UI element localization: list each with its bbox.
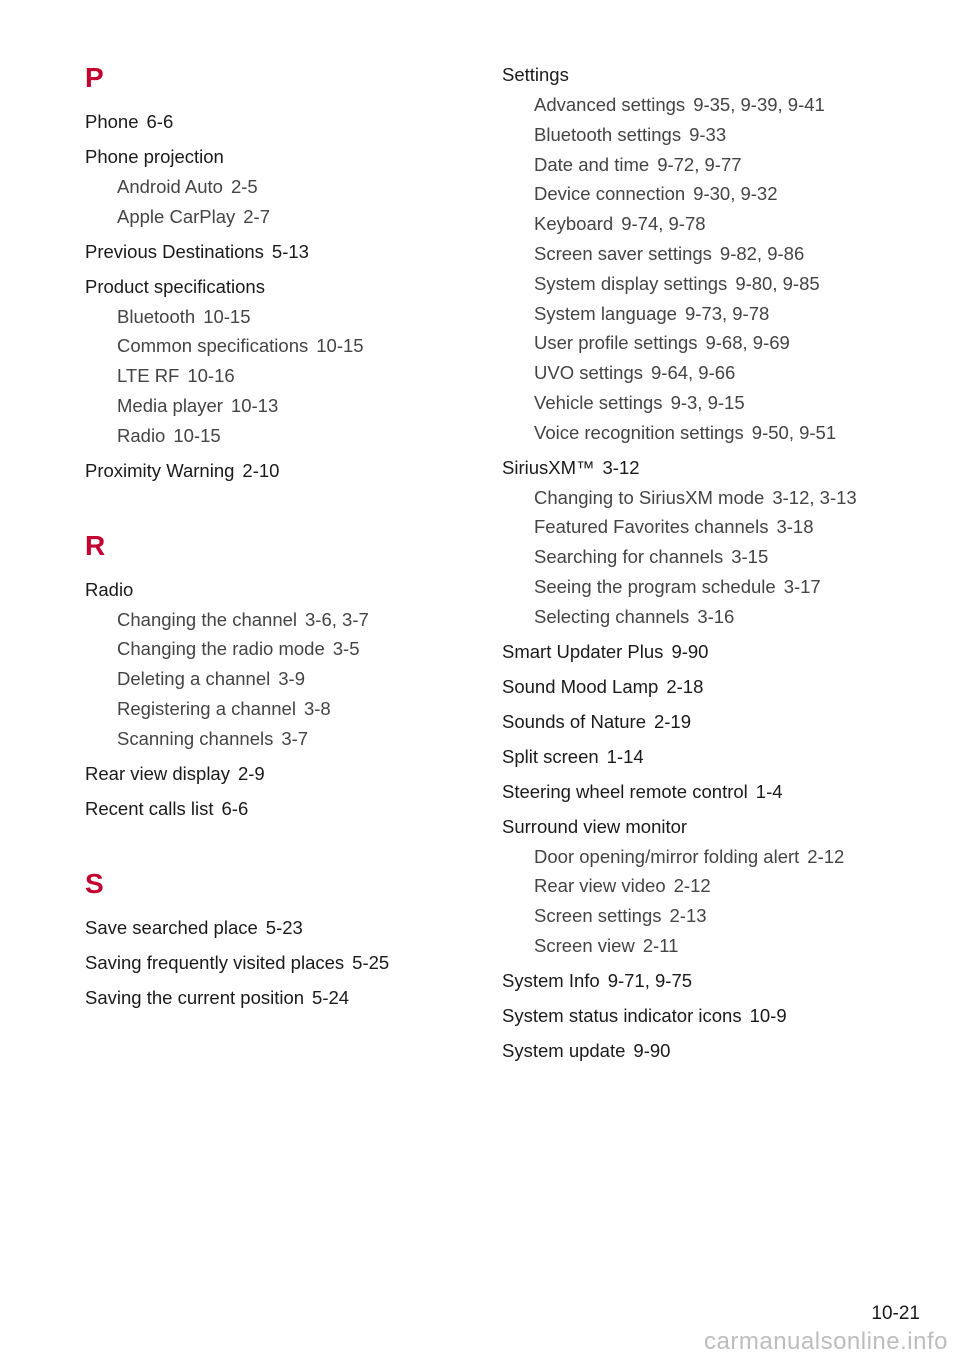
subterm-label: Changing the radio mode [117,638,325,660]
index-entry [85,272,465,451]
index-subterm [502,388,942,418]
term-label: Recent calls list [85,797,214,819]
page-ref: 9-3, 9-15 [670,391,745,413]
page-ref: 9-71, 9-75 [607,969,693,991]
index-term [85,983,465,1013]
index-term [85,272,465,302]
page-ref: 9-68, 9-69 [705,332,790,354]
subterm-label: Registering a channel [117,697,296,719]
index-subterm [502,931,942,961]
index-entry [85,948,465,978]
subterm-label: UVO settings [534,362,643,384]
term-label: Phone projection [85,146,224,167]
index-subterm [502,842,942,872]
index-term [502,707,942,737]
index-subterm [502,150,942,180]
index-subterm [85,302,465,332]
page-ref: 9-73, 9-78 [684,302,770,324]
index-term [85,913,465,943]
index-subterm [85,202,465,232]
page-ref: 9-80, 9-85 [735,272,820,294]
term-label: Phone [85,111,139,132]
index-subterm [502,901,942,931]
index-term [502,60,942,90]
page-ref: 9-82, 9-86 [719,242,805,264]
term-label: System Info [502,969,600,991]
index-entry [85,237,465,267]
index-entry [85,575,465,754]
subterm-label: LTE RF [117,365,180,387]
index-entry [502,777,942,807]
index-term [85,456,465,486]
subterm-label: Screen settings [534,905,662,927]
page-ref: 3-8 [303,697,331,719]
page-ref: 9-35, 9-39, 9-41 [693,94,825,115]
index-term [502,1036,942,1066]
page-ref: 9-90 [633,1039,671,1061]
page-ref: 10-13 [230,394,279,416]
page-ref: 3-18 [776,516,814,538]
subterm-label: Media player [117,394,223,416]
subterm-label: System display settings [534,272,728,294]
page-ref: 3-12, 3-13 [772,486,857,508]
index-subterm [502,90,942,120]
subterm-label: Apple CarPlay [117,205,236,227]
term-label: Rear view display [85,762,230,784]
term-label: Sound Mood Lamp [502,675,659,697]
index-column-right [502,60,942,1071]
page-ref: 2-11 [642,934,679,956]
index-subterm [502,512,942,542]
page-ref: 1-14 [606,745,644,767]
term-label: Product specifications [85,275,265,297]
index-term [502,812,942,842]
index-subterm [85,331,465,361]
index-entry [502,637,942,667]
page-ref: 9-72, 9-77 [657,153,742,175]
page-ref: 2-5 [230,176,258,197]
index-entry [85,759,465,789]
subterm-label: Deleting a channel [117,668,271,690]
section-letter: P [85,62,104,93]
index-entry [502,707,942,737]
index-entry [502,742,942,772]
page-ref: 6-6 [221,797,249,819]
index-entry [85,794,465,824]
index-entry [502,1036,942,1066]
index-entry [502,60,942,448]
index-entry [502,672,942,702]
index-term [502,1001,942,1031]
index-section [85,864,465,1013]
subterm-label: Bluetooth [117,305,196,327]
subterm-label: Changing the channel [117,608,298,630]
term-label: Settings [502,64,569,85]
index-entry [502,812,942,961]
page-ref: 9-33 [689,123,727,145]
index-entry [85,913,465,943]
index-entry [502,453,942,632]
page-ref: 3-16 [697,605,735,627]
index-entry [502,966,942,996]
term-label: Split screen [502,745,599,767]
index-column-left [85,58,465,1018]
index-subterm [502,269,942,299]
index-entry [85,107,465,137]
page-ref: 5-23 [265,916,303,938]
index-subterm [85,421,465,451]
subterm-label: Radio [117,424,166,446]
index-section [85,526,465,824]
page-ref: 2-12 [673,875,711,897]
term-label: Saving the current position [85,986,305,1008]
page-ref: 9-64, 9-66 [651,362,736,384]
term-label: Proximity Warning [85,459,235,481]
index-subterm [502,328,942,358]
subterm-label: Changing to SiriusXM mode [534,486,765,508]
page-ref: 3-15 [731,546,769,568]
index-term [85,794,465,824]
index-term [502,777,942,807]
index-subterm [502,602,942,632]
term-label: Smart Updater Plus [502,640,664,662]
index-subterm [502,209,942,239]
index-section [502,60,942,1066]
index-subterm [502,418,942,448]
page-ref: 5-13 [271,240,309,262]
page-ref: 3-5 [332,638,360,660]
index-term [502,453,942,483]
page-ref: 2-19 [653,710,692,732]
index-term [502,637,942,667]
subterm-label: Searching for channels [534,546,724,568]
index-subterm [502,358,942,388]
index-section [85,58,465,486]
index-subterm [85,724,465,754]
index-subterm [502,871,942,901]
index-subterm [85,605,465,635]
subterm-label: Keyboard [534,213,614,235]
page-ref: 6-6 [146,111,174,132]
index-term [85,759,465,789]
term-label: Previous Destinations [85,240,264,262]
section-letter: S [85,867,104,899]
subterm-label: Vehicle settings [534,391,663,413]
subterm-label: Screen saver settings [534,242,712,264]
index-term [502,966,942,996]
index-subterm [502,542,942,572]
subterm-label: Door opening/mirror folding alert [534,845,800,867]
subterm-label: User profile settings [534,332,698,354]
page-ref: 2-13 [669,905,707,927]
section-letter: R [85,529,106,561]
index-term [85,575,465,605]
page-ref: 5-25 [352,951,390,973]
page-ref: 10-15 [316,335,364,357]
subterm-label: Bluetooth settings [534,123,682,145]
index-subterm [502,299,942,329]
page-ref: 9-90 [671,640,709,662]
index-term [85,142,465,172]
index-subterm [502,179,942,209]
page-ref: 2-12 [807,845,845,867]
page-ref: 3-6, 3-7 [305,608,369,630]
page-ref: 2-9 [237,762,265,784]
index-entry [502,1001,942,1031]
subterm-label: Device connection [534,183,686,205]
subterm-label: Screen view [534,934,635,956]
page-ref: 9-74, 9-78 [621,213,706,235]
term-label: Radio [85,578,134,600]
page-ref: 3-17 [783,575,821,597]
index-subterm [85,172,465,202]
term-label: Saving frequently visited places [85,951,345,973]
page-ref: 5-24 [312,986,350,1008]
page-ref: 10-15 [173,424,221,446]
subterm-label: Seeing the program schedule [534,575,776,597]
index-subterm [85,694,465,724]
term-label: Steering wheel remote control [502,780,748,802]
index-subterm [85,634,465,664]
index-term [85,107,465,137]
page-ref: 2-18 [666,675,704,697]
page-ref: 10-16 [187,365,235,387]
page-ref: 10-15 [203,305,251,327]
index-subterm [85,664,465,694]
subterm-label: Android Auto [117,176,223,197]
index-subterm [502,239,942,269]
term-label: Surround view monitor [502,815,688,837]
subterm-label: Advanced settings [534,94,686,115]
page-ref: 2-10 [242,459,280,481]
page-number: 10-21 [871,1303,920,1324]
index-subterm [502,120,942,150]
index-term [502,672,942,702]
subterm-label: Common specifications [117,335,309,357]
index-term [502,742,942,772]
subterm-label: Featured Favorites channels [534,516,769,538]
page-ref: 2-7 [243,205,271,227]
term-label: System status indicator icons [502,1004,742,1026]
watermark-text: carmanualsonline.info [704,1328,948,1355]
index-entry [85,456,465,486]
term-label: SiriusXM™ [502,456,595,478]
term-label: System update [502,1039,626,1061]
subterm-label: Date and time [534,153,650,175]
index-subterm [502,483,942,513]
index-term [85,948,465,978]
index-subterm [85,361,465,391]
subterm-label: Rear view video [534,875,666,897]
term-label: Sounds of Nature [502,710,646,732]
index-subterm [502,572,942,602]
page-ref: 9-50, 9-51 [751,421,837,443]
subterm-label: Scanning channels [117,727,274,749]
page-ref: 3-9 [278,668,305,690]
term-label: Save searched place [85,916,258,938]
index-term [85,237,465,267]
index-entry [85,983,465,1013]
page-ref: 1-4 [755,780,783,802]
page-ref: 3-12 [602,456,640,478]
page-ref: 9-30, 9-32 [693,183,778,205]
page-ref: 10-9 [749,1004,787,1026]
index-subterm [85,391,465,421]
subterm-label: Selecting channels [534,605,690,627]
index-entry [85,142,465,232]
subterm-label: System language [534,302,677,324]
page-ref: 3-7 [281,727,309,749]
subterm-label: Voice recognition settings [534,421,744,443]
